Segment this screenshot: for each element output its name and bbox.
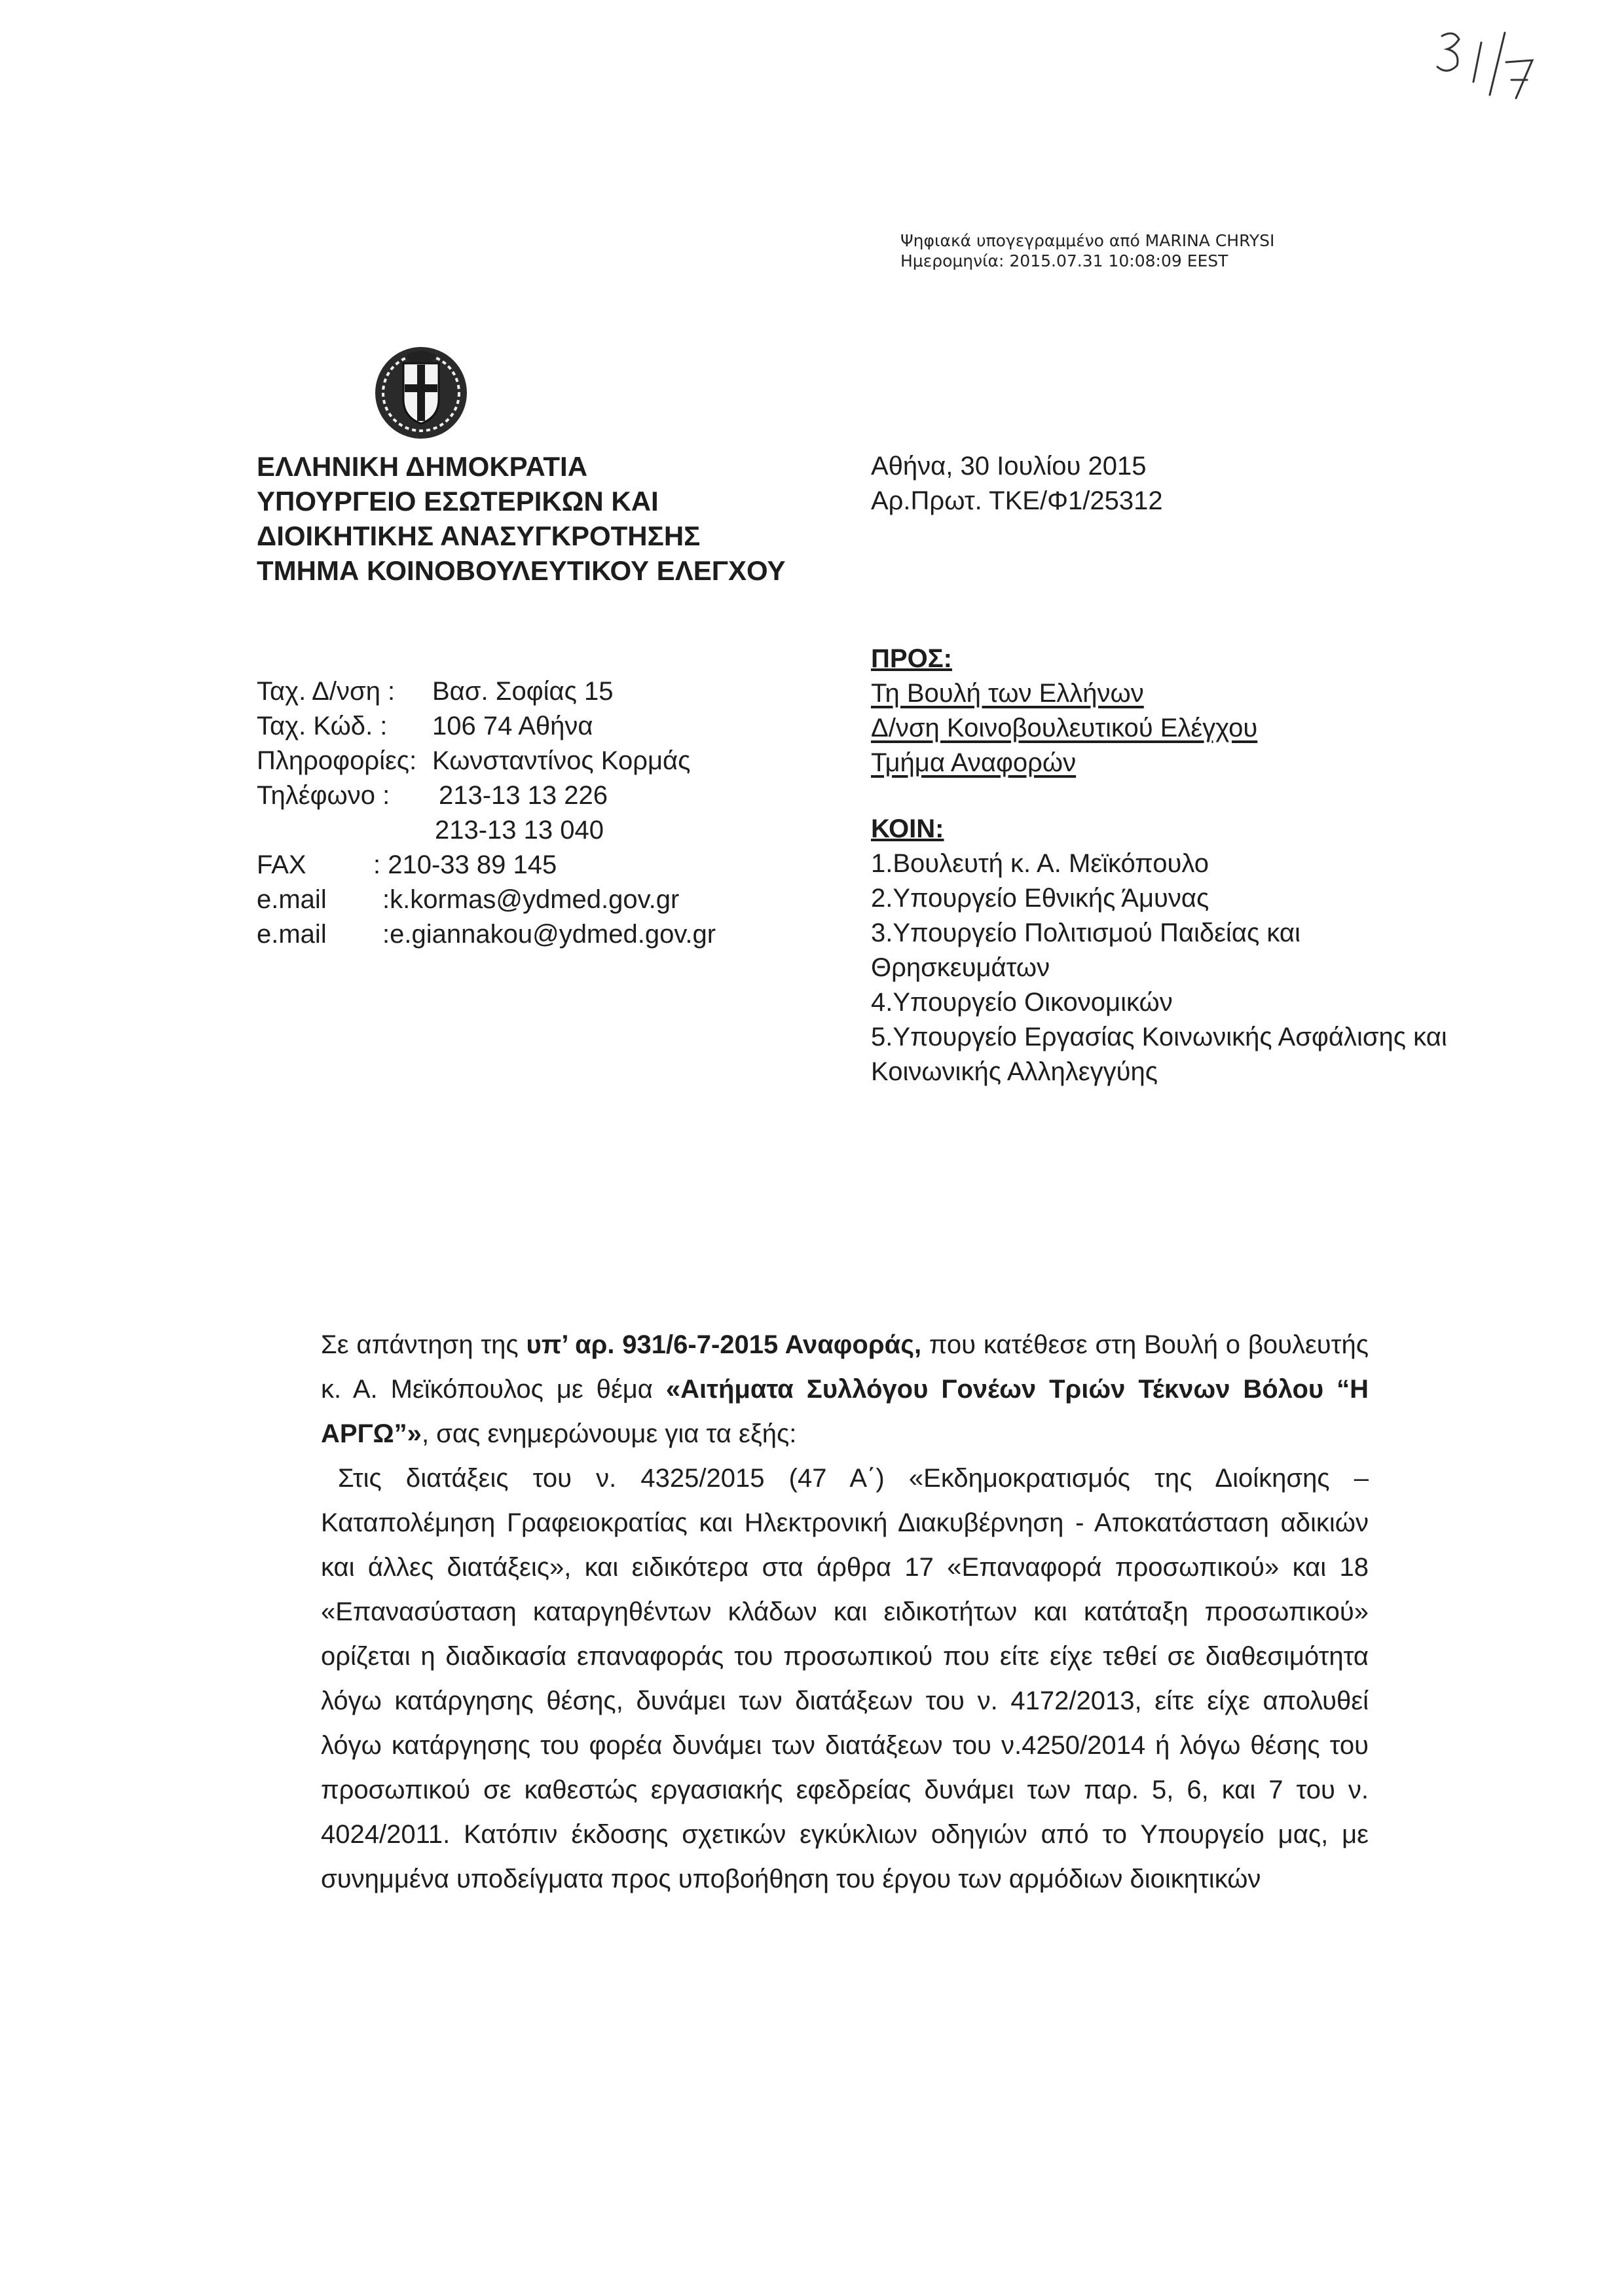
signature-signer: Ψηφιακά υπογεγραμμένο από MARINA CHRYSI [900,231,1275,250]
greek-coat-of-arms-emblem [372,344,470,442]
phone-value: 213-13 13 226 [439,781,608,810]
email-label: e.mail [257,885,327,914]
petition-subject: «Αιτήματα Συλλόγου Γονέων Τριών Τέκνων Βόλου “Η ΑΡΓΩ”» [321,1375,1369,1448]
postal-value: 106 74 Αθήνα [432,712,593,740]
header-line: ΥΠΟΥΡΓΕΙΟ ΕΣΩΤΕΡΙΚΩΝ ΚΑΙ [257,486,659,517]
intro-paragraph: Σε απάντηση της υπ’ αρ. 931/6-7-2015 Αναφοράς, που κατέθεσε στη Βουλή ο βουλευτής κ. Α. Μεϊκόπουλος με θέμα «Αιτήματα Συλλόγου Γονέων Τριών Τέκνων Βόλου “Η ΑΡΓΩ”», σας ενημερώνουμε για τα εξής: [321,1330,1369,1448]
info-label: Πληροφορίες: [257,746,417,775]
legal-paragraph: Στις διατάξεις του ν. 4325/2015 (47 Α΄) «Εκδημοκρατισμός της Διοίκησης – Καταπολέμηση Γραφειοκρατίας και Ηλεκτρονική Διακυβέρνηση - Αποκατάσταση αδικιών και άλλες διατάξεις», και ειδικότερα στα άρθρα 17 «Επαναφορά προσωπικού» και 18 «Επανασύσταση καταργηθέντων κλάδων και ειδικοτήτων και κατάταξη προσωπικού» ορίζεται η διαδικασία επαναφοράς του προσωπικού που είτε είχε τεθεί σε διαθεσιμότητα λόγω κατάργησης θέσης, δυνάμει των διατάξεων του ν. 4172/2013, είτε είχε απολυθεί λόγω κατάργησης του φορέα δυνάμει των διατάξεων του ν.4250/2014 ή λόγω θέσης του προσωπικού σε καθεστώς εργασιακής εφεδρείας δυνάμει των παρ. 5, 6, και 7 του ν. 4024/2011. Κατόπιν έκδοσης σχετικών εγκύκλιων οδηγιών από το Υπουργείο μας, με συνημμένα υποδείγματα προς υποβοήθηση του έργου των αρμόδιων διοικητικών [321,1464,1369,1893]
petition-reference: υπ’ αρ. 931/6-7-2015 Αναφοράς, [526,1330,922,1359]
phone-value: 213-13 13 040 [435,816,604,845]
cc-recipient: 2.Υπουργείο Εθνικής Άμυνας [871,884,1209,913]
recipients-block [871,642,1447,1089]
email-label: e.mail [257,920,327,949]
to-recipient: Τη Βουλή των Ελλήνων [871,679,1144,708]
to-heading: ΠΡΟΣ: [871,644,953,673]
phone-label: Τηλέφωνο : [257,781,390,810]
cc-recipient: 5.Υπουργείο Εργασίας Κοινωνικής Ασφάλισης και [871,1023,1447,1051]
digital-signature [900,230,1274,271]
to-recipient: Τμήμα Αναφορών [871,748,1077,777]
header-line: ΤΜΗΜΑ ΚΟΙΝΟΒΟΥΛΕΥΤΙΚΟΥ ΕΛΕΓΧΟΥ [257,555,786,586]
cc-recipient: 1.Βουλευτή κ. Α. Μεϊκόπουλο [871,849,1209,878]
cc-recipient: Κοινωνικής Αλληλεγγύης [871,1057,1158,1086]
address-value: Βασ. Σοφίας 15 [432,677,614,706]
cc-heading: ΚΟΙΝ: [871,814,944,843]
postal-label: Ταχ. Κώδ. : [257,712,388,740]
date-line: Αθήνα, 30 Ιουλίου 2015 [871,452,1147,481]
header-line: ΔΙΟΙΚΗΤΙΚΗΣ ΑΝΑΣΥΓΚΡΟΤΗΣΗΣ [257,520,701,551]
cc-recipient: Θρησκευμάτων [871,953,1050,982]
issuing-authority-header [257,449,786,588]
fax-value: : 210-33 89 145 [373,850,557,879]
cc-recipient: 3.Υπουργείο Πολιτισμού Παιδείας και [871,919,1301,947]
letter-body [321,1322,1369,1901]
email-value: :e.giannakou@ydmed.gov.gr [382,920,716,949]
info-value: Κωνσταντίνος Κορμάς [432,746,691,775]
handwritten-page-note [1428,20,1559,105]
date-and-protocol [871,449,1163,519]
header-line: ΕΛΛΗΝΙΚΗ ΔΗΜΟΚΡΑΤΙΑ [257,451,588,482]
email-value: :k.kormas@ydmed.gov.gr [382,885,680,914]
signature-date: Ημερομηνία: 2015.07.31 10:08:09 EEST [900,251,1228,270]
address-label: Ταχ. Δ/νση : [257,677,396,706]
to-recipient: Δ/νση Κοινοβουλευτικού Ελέγχου [871,714,1258,742]
protocol-number: Αρ.Πρωτ. ΤΚΕ/Φ1/25312 [871,486,1163,515]
cc-recipient: 4.Υπουργείο Οικονομικών [871,988,1173,1017]
fax-label: FAX [257,850,306,879]
